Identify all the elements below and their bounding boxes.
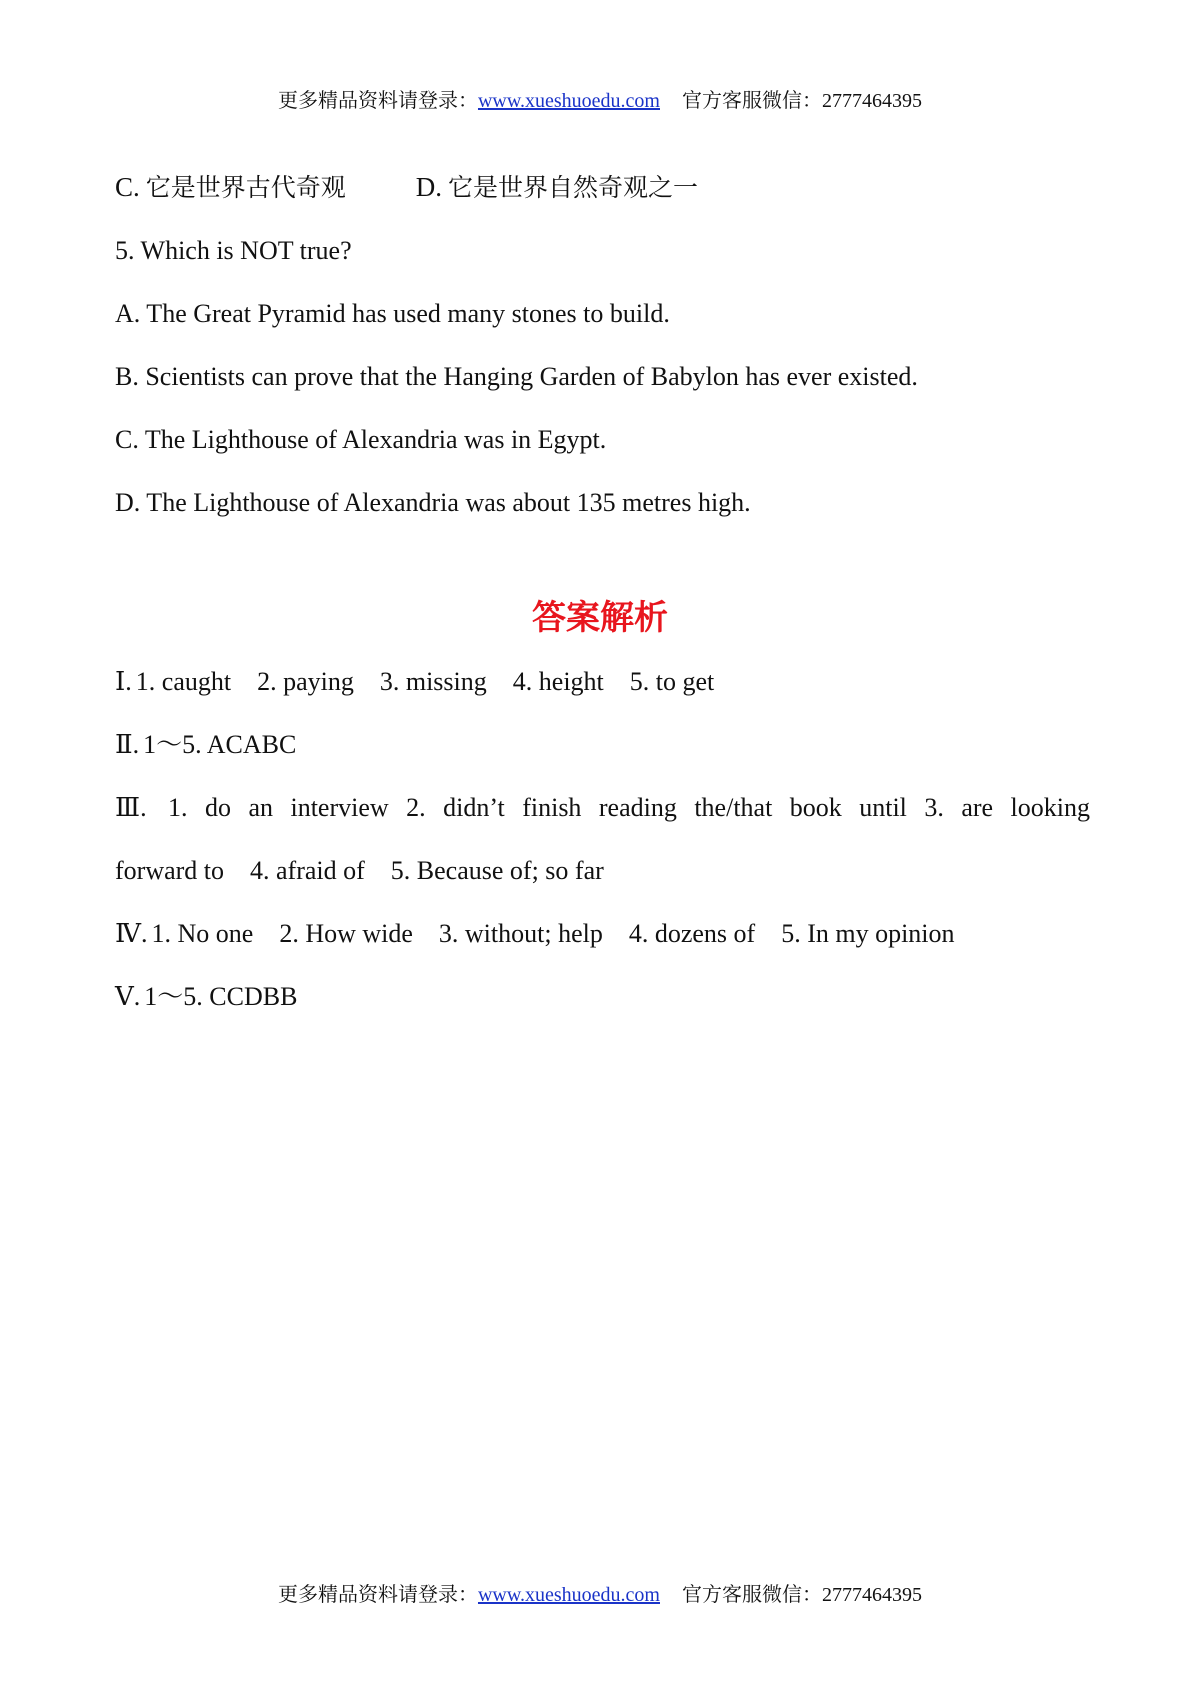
- answer-item: 4. dozens of: [628, 919, 756, 948]
- answer-key: [115, 650, 1095, 1028]
- header-wechat-number: 2777464395: [822, 90, 922, 112]
- answer-section-2: [115, 713, 1095, 776]
- footer-website-link[interactable]: www.xueshuoedu.com: [477, 1584, 660, 1606]
- section-4-numeral: Ⅳ.: [115, 919, 148, 948]
- answer-section-4: [115, 902, 1095, 965]
- answer-item: 1. caught: [135, 667, 232, 696]
- question5-option-b: B. Scientists can prove that the Hanging Garden of Babylon has ever existed.: [115, 362, 918, 391]
- section-3-numeral: Ⅲ.: [115, 793, 147, 822]
- answer-section-3-line-2: [115, 839, 1095, 902]
- page-header: [0, 84, 1200, 113]
- footer-wechat-label: 官方客服微信：: [682, 1582, 822, 1606]
- option-c-letter: C.: [115, 172, 140, 202]
- question-content: [115, 156, 1095, 534]
- question5-option-c: C. The Lighthouse of Alexandria was in Egypt.: [115, 425, 607, 454]
- section-2-numeral: Ⅱ.: [115, 730, 140, 759]
- question5-option-d: D. The Lighthouse of Alexandria was about 135 metres high.: [115, 488, 751, 517]
- option-d-letter: D.: [415, 172, 443, 202]
- question5-option-a: A. The Great Pyramid has used many stones to build.: [115, 299, 670, 328]
- header-website-link[interactable]: www.xueshuoedu.com: [477, 90, 660, 112]
- section-3-line-1-text: 1. do an interview 2. didn’t finish reading the/that book until 3. are looking: [168, 793, 1090, 822]
- header-prefix: 更多精品资料请登录：: [277, 88, 478, 112]
- answer-item: 5. In my opinion: [781, 919, 955, 948]
- answer-key-title: 答案解析: [532, 598, 668, 638]
- option-c: [115, 156, 346, 219]
- footer-prefix: 更多精品资料请登录：: [277, 1582, 478, 1606]
- question5-stem: 5. Which is NOT true?: [115, 236, 352, 265]
- answer-item: 3. without; help: [438, 919, 603, 948]
- answer-item: forward to: [115, 856, 225, 885]
- footer-wechat-number: 2777464395: [822, 1584, 922, 1606]
- option-c-text: 它是世界古代奇观: [145, 173, 346, 202]
- answer-item: 2. paying: [257, 667, 354, 696]
- option-d: [416, 156, 698, 219]
- header-wechat-label: 官方客服微信：: [682, 88, 822, 112]
- question4-options-row: [115, 156, 1095, 219]
- answer-item: 5. to get: [629, 667, 715, 696]
- answer-section-5: [115, 965, 1095, 1028]
- section-1-numeral: Ⅰ.: [115, 667, 132, 696]
- answer-item: 4. afraid of: [250, 856, 365, 885]
- answer-section-1: [115, 650, 1095, 713]
- answer-item: 5. Because of; so far: [390, 856, 604, 885]
- section-5-text: 1～5. CCDBB: [144, 982, 298, 1011]
- page-footer: [0, 1578, 1200, 1607]
- answer-item: 1. No one: [151, 919, 254, 948]
- answer-item: 3. missing: [379, 667, 487, 696]
- section-5-numeral: Ⅴ.: [115, 982, 141, 1011]
- section-2-text: 1～5. ACABC: [143, 730, 297, 759]
- answer-section-3-line-1: [115, 776, 1090, 839]
- answer-item: 4. height: [512, 667, 604, 696]
- option-d-text: 它是世界自然奇观之一: [448, 173, 699, 202]
- answer-item: 2. How wide: [279, 919, 413, 948]
